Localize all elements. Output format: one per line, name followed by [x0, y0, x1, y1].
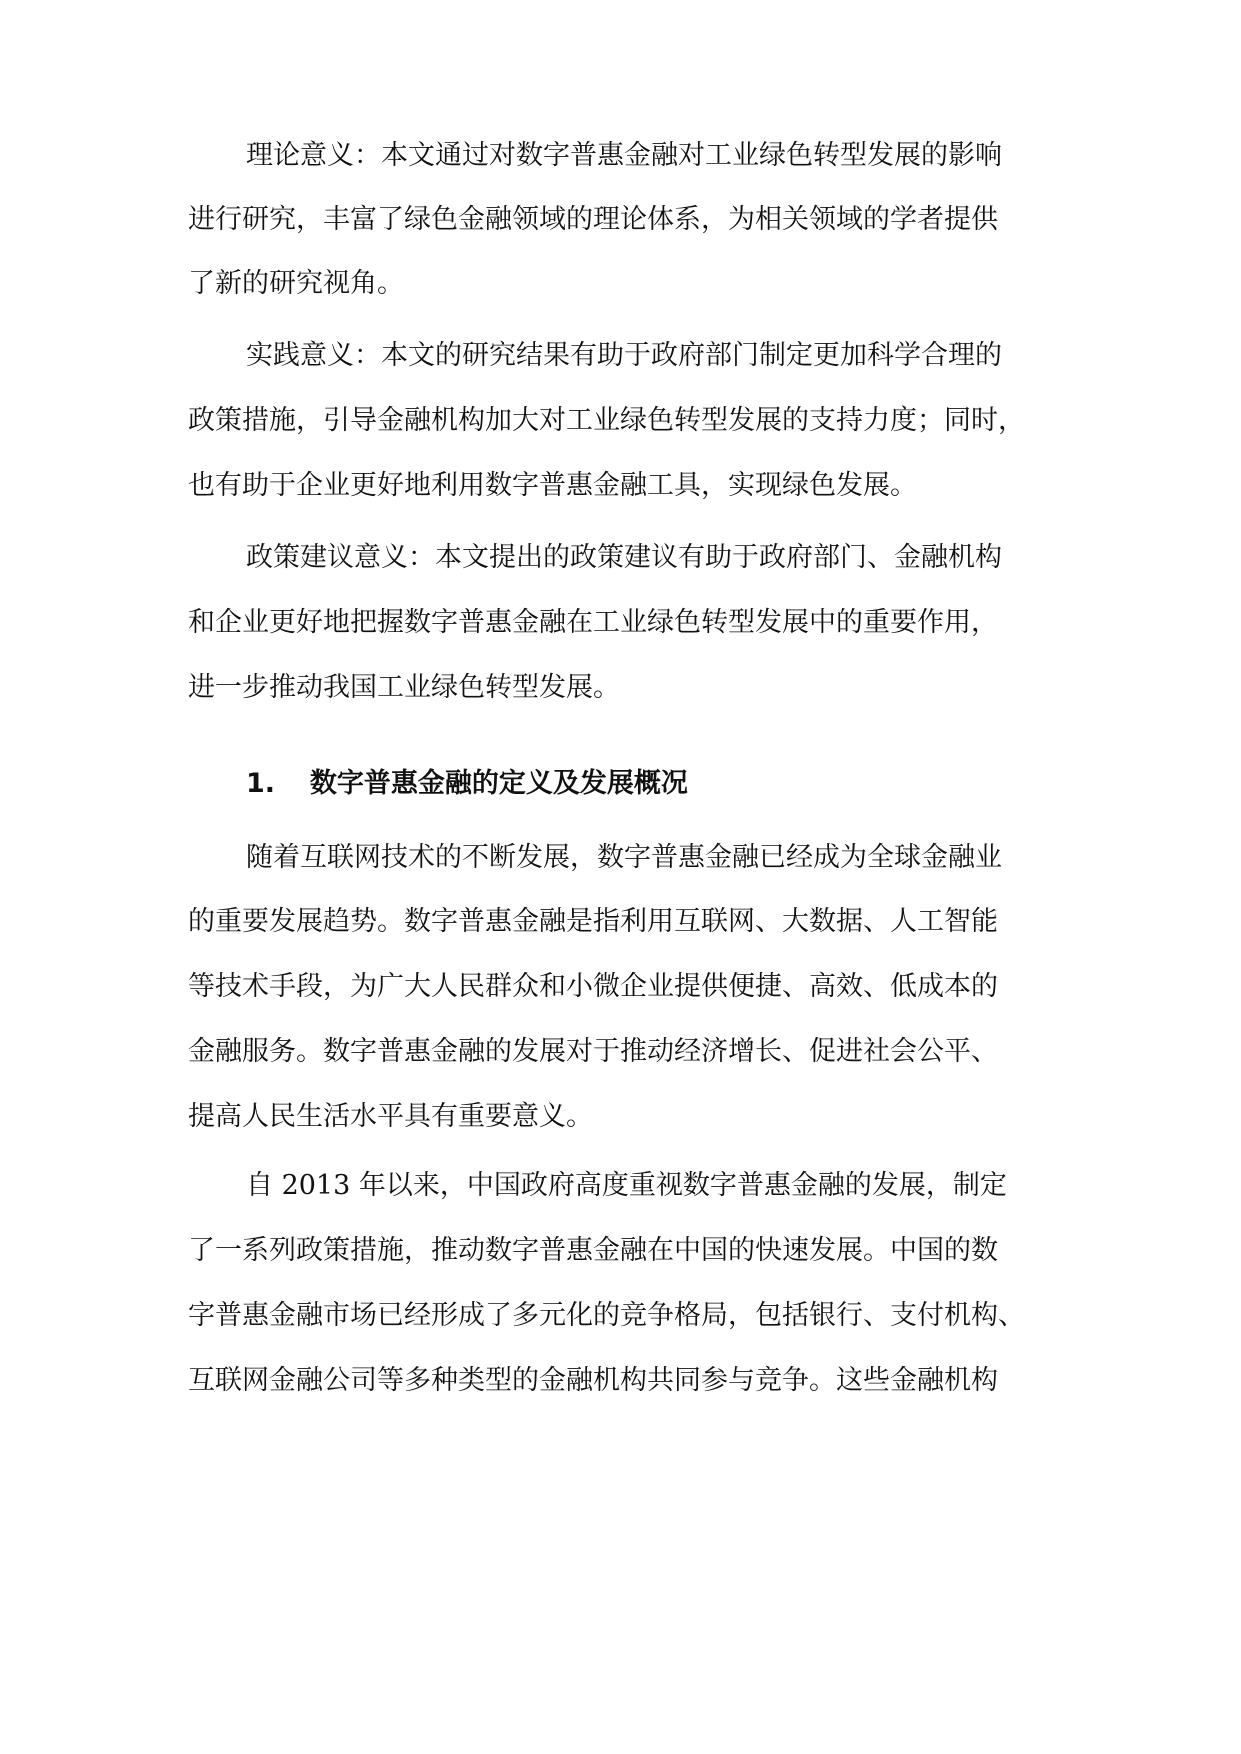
paragraph-line: 的重要发展趋势。数字普惠金融是指利用互联网、大数据、人工智能 [188, 906, 998, 937]
paragraph-line: 政策建议意义：本文提出的政策建议有助于政府部门、金融机构 [246, 542, 1002, 573]
paragraph-line: 理论意义：本文通过对数字普惠金融对工业绿色转型发展的影响 [246, 140, 1002, 171]
section-heading [246, 764, 688, 804]
paragraph-line: 实践意义：本文的研究结果有助于政府部门制定更加科学合理的 [246, 340, 1002, 371]
paragraph-line: 提高人民生活水平具有重要意义。 [188, 1101, 593, 1132]
paragraph-line: 和企业更好地把握数字普惠金融在工业绿色转型发展中的重要作用， [188, 607, 998, 638]
paragraph-line: 进一步推动我国工业绿色转型发展。 [188, 672, 620, 703]
paragraph-line: 了一系列政策措施，推动数字普惠金融在中国的快速发展。中国的数 [188, 1235, 998, 1266]
paragraph-line: 政策措施，引导金融机构加大对工业绿色转型发展的支持力度；同时， [188, 405, 1025, 436]
paragraph-line: 随着互联网技术的不断发展，数字普惠金融已经成为全球金融业 [246, 842, 1002, 873]
paragraph-line: 了新的研究视角。 [188, 268, 404, 299]
paragraph-line: 字普惠金融市场已经形成了多元化的竞争格局，包括银行、支付机构、 [188, 1300, 1025, 1331]
paragraph-line: 互联网金融公司等多种类型的金融机构共同参与竞争。这些金融机构 [188, 1365, 998, 1396]
section-number: 1. [246, 768, 276, 799]
paragraph-line: 自 2013 年以来，中国政府高度重视数字普惠金融的发展，制定 [246, 1170, 1007, 1201]
paragraph-line: 等技术手段，为广大人民群众和小微企业提供便捷、高效、低成本的 [188, 971, 998, 1002]
paragraph-line: 也有助于企业更好地利用数字普惠金融工具，实现绿色发展。 [188, 470, 917, 501]
paragraph-line: 金融服务。数字普惠金融的发展对于推动经济增长、促进社会公平、 [188, 1036, 998, 1067]
paragraph-line: 进行研究，丰富了绿色金融领域的理论体系，为相关领域的学者提供 [188, 204, 998, 235]
section-title: 数字普惠金融的定义及发展概况 [309, 768, 688, 799]
